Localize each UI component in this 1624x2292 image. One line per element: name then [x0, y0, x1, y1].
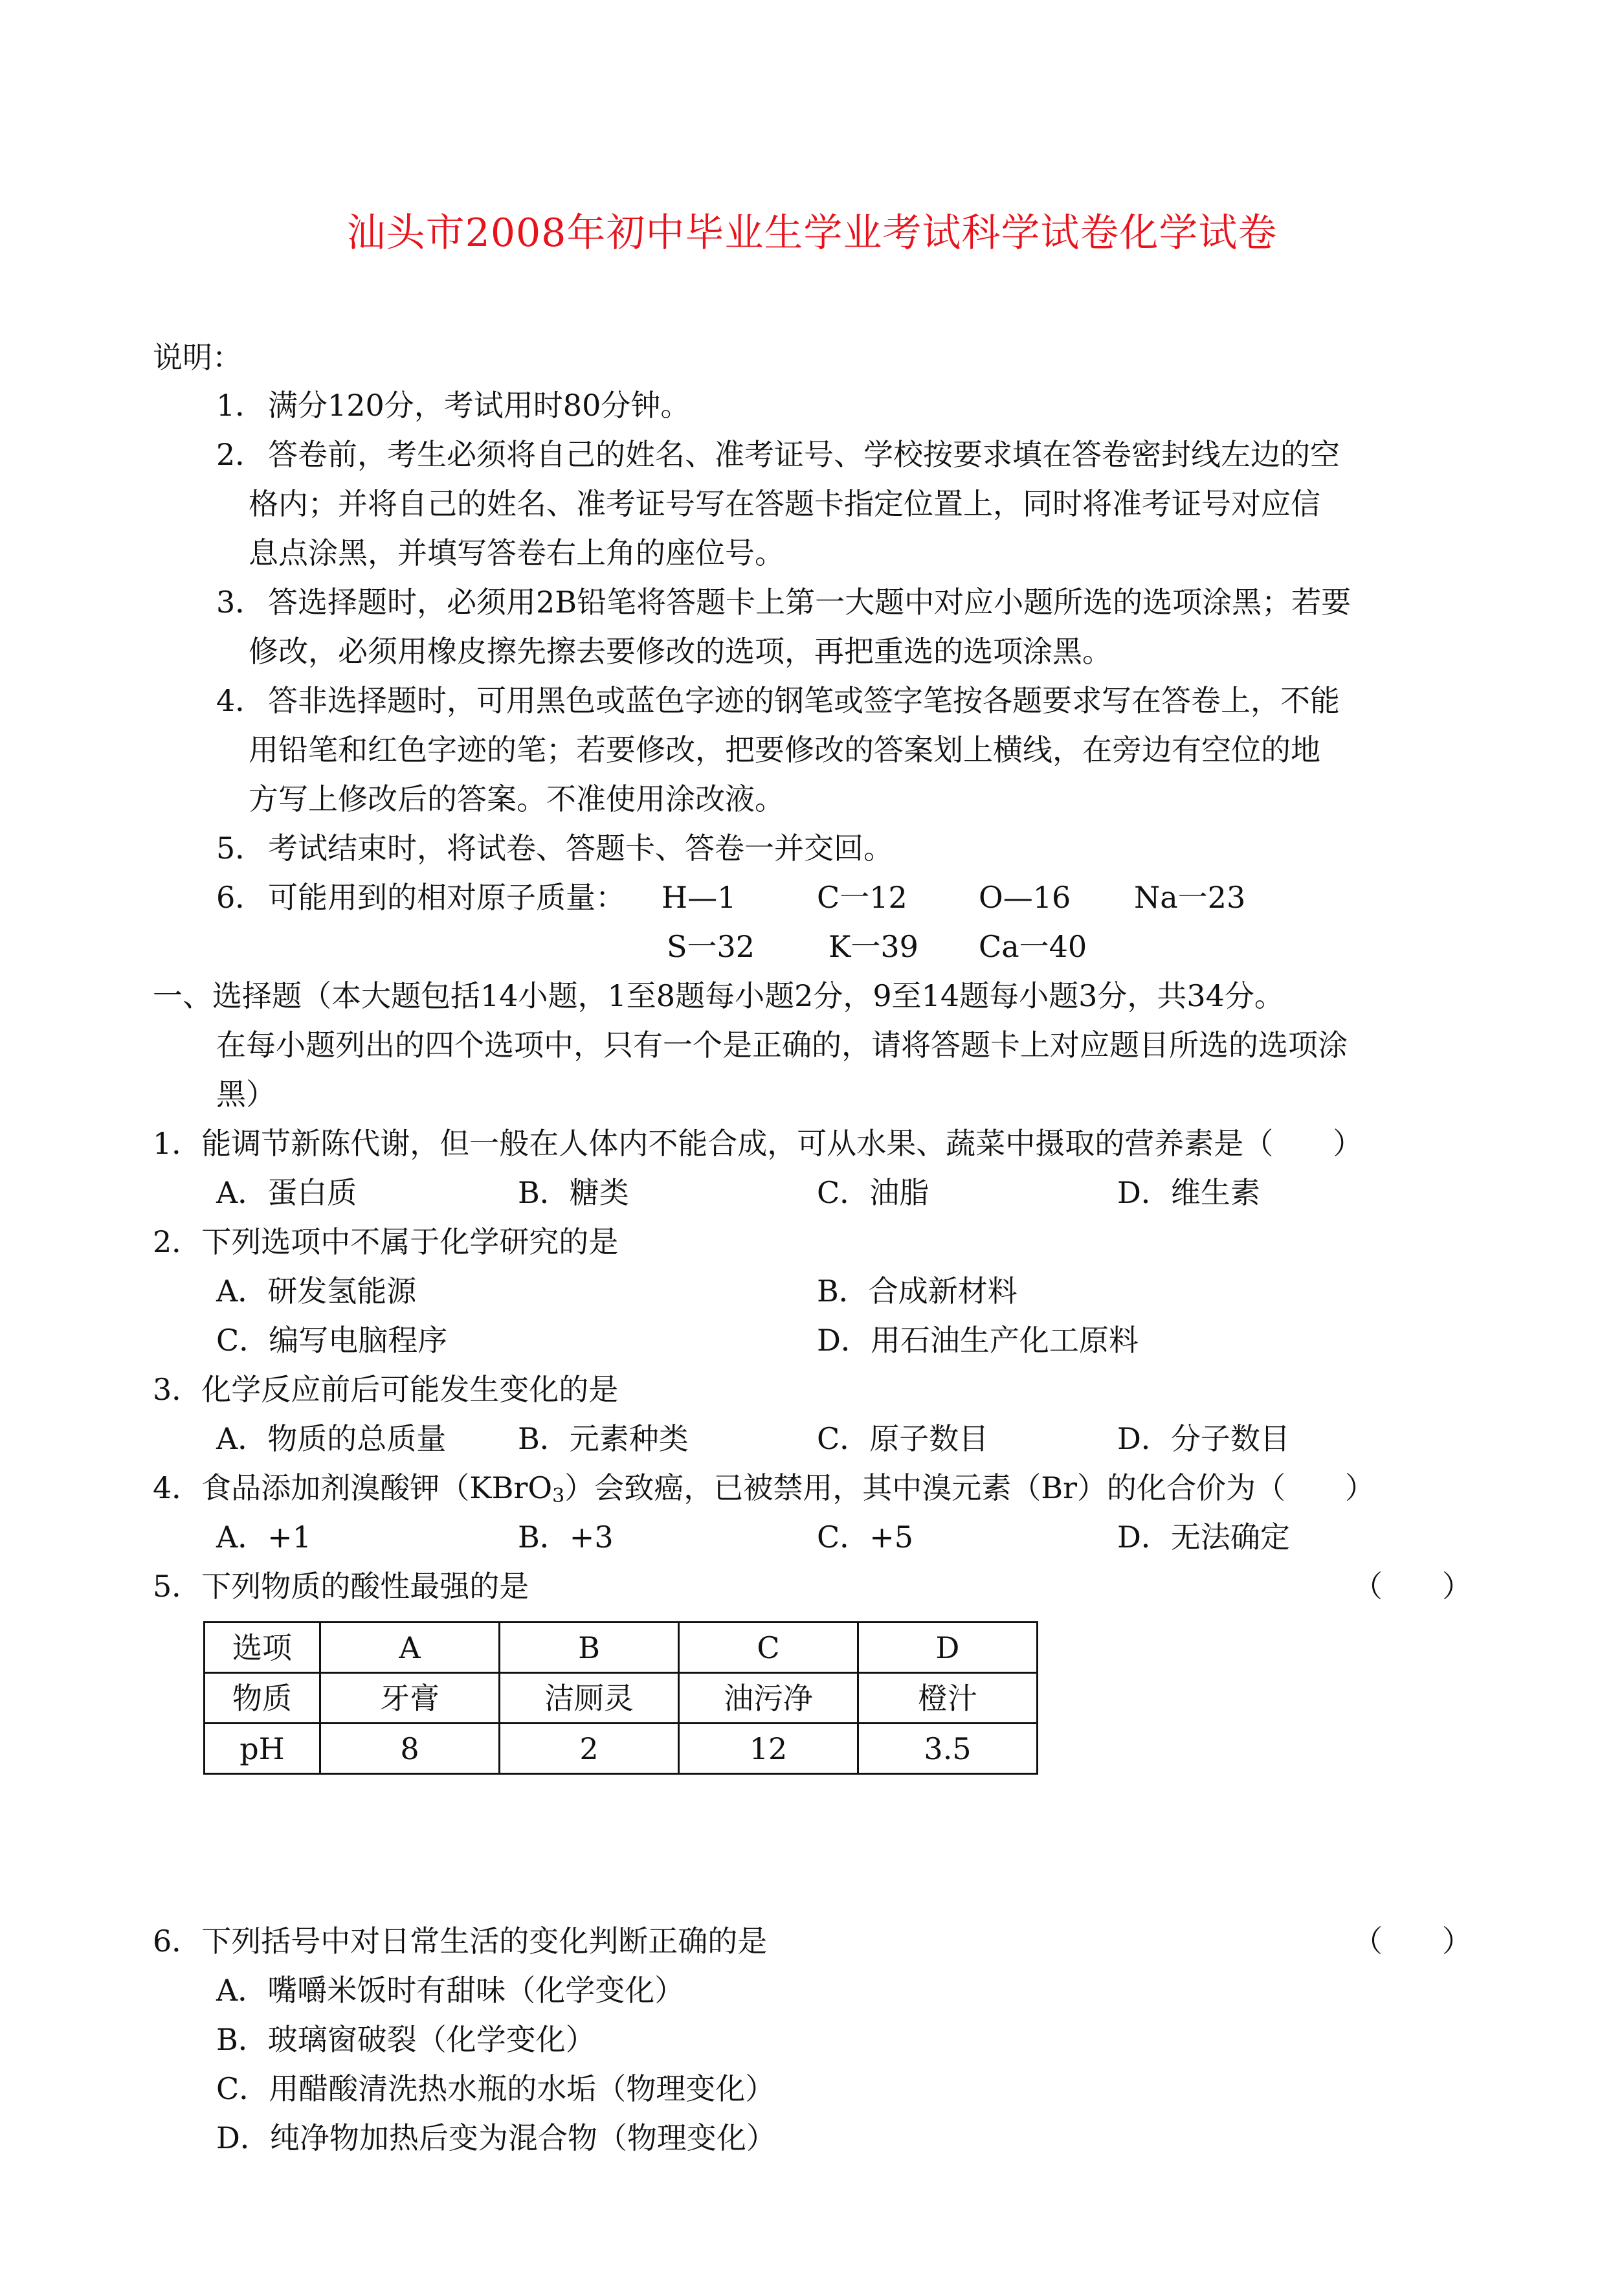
instruction-6-num: 6．: [216, 880, 265, 915]
q4-option-d: D．无法确定: [1117, 1520, 1290, 1555]
q3-option-a: A．物质的总质量: [216, 1421, 447, 1456]
q6-answer-paren: （ ）: [1353, 1924, 1472, 1959]
exam-title: 汕头市2008年初中毕业生学业考试科学试卷化学试卷: [346, 210, 1278, 256]
question-6-stem: 6．下列括号中对日常生活的变化判断正确的是: [153, 1924, 768, 1959]
atomic-mass-k: K一39: [829, 929, 918, 964]
instruction-3-line: 修改，必须用橡皮擦先擦去要修改的选项，再把重选的选项涂黑。: [249, 634, 1112, 669]
atomic-mass-ca: Ca一40: [979, 929, 1087, 964]
question-2-stem: 2．下列选项中不属于化学研究的是: [153, 1224, 619, 1259]
q5-answer-paren: （ ）: [1353, 1569, 1472, 1604]
q1-option-a: A．蛋白质: [216, 1175, 357, 1210]
table-cell: 12: [679, 1724, 858, 1774]
q4-stem-subscript: 3: [552, 1485, 565, 1507]
q5-ph-table: [203, 1621, 1038, 1775]
instructions-heading: 说明：: [153, 340, 242, 375]
instruction-2-num: 2．: [216, 437, 265, 472]
table-cell: 橙汁: [858, 1673, 1038, 1724]
instruction-5-num: 5．: [216, 831, 265, 866]
table-row: [205, 1623, 1038, 1673]
q6-option-d: D．纯净物加热后变为混合物（物理变化）: [216, 2120, 776, 2155]
table-cell: C: [679, 1623, 858, 1673]
atomic-mass-c: C一12: [817, 880, 907, 915]
q2-option-c: C．编写电脑程序: [216, 1323, 448, 1358]
section-1-heading: 一、选择题（本大题包括14小题，1至8题每小题2分，9至14题每小题3分，共34分。: [153, 978, 1284, 1013]
table-cell: A: [320, 1623, 500, 1673]
table-cell: 油污净: [679, 1673, 858, 1724]
instruction-4-line: 答非选择题时，可用黑色或蓝色字迹的钢笔或签字笔按各题要求写在答卷上，不能: [268, 683, 1340, 718]
q4-stem-after: ）会致癌，已被禁用，其中溴元素（Br）的化合价为（ ）: [564, 1470, 1375, 1505]
instruction-2-line: 答卷前，考生必须将自己的姓名、准考证号、学校按要求填在答卷密封线左边的空: [268, 437, 1340, 472]
q4-stem-before: 4．食品添加剂溴酸钾（KBrO: [153, 1470, 553, 1505]
q2-option-d: D．用石油生产化工原料: [817, 1323, 1139, 1358]
q4-option-b: B．+3: [518, 1520, 614, 1555]
instruction-2-line: 息点涂黑，并填写答卷右上角的座位号。: [249, 535, 784, 570]
atomic-mass-h: H—1: [662, 880, 737, 915]
atomic-mass-o: O—16: [979, 880, 1071, 915]
instruction-3-line: 答选择题时，必须用2B铅笔将答题卡上第一大题中对应小题所选的选项涂黑；若要: [268, 585, 1351, 620]
q1-option-b: B．糖类: [518, 1175, 629, 1210]
instruction-3-num: 3．: [216, 585, 265, 620]
q4-option-c: C．+5: [817, 1520, 914, 1555]
instruction-1-num: 1．: [216, 388, 265, 423]
atomic-mass-na: Na一23: [1134, 880, 1246, 915]
atomic-mass-s: S一32: [667, 929, 755, 964]
question-1-stem: 1．能调节新陈代谢，但一般在人体内不能合成，可从水果、蔬菜中摄取的营养素是（ ）: [153, 1126, 1363, 1161]
section-1-heading-cont: 在每小题列出的四个选项中，只有一个是正确的，请将答题卡上对应题目所选的选项涂: [216, 1028, 1348, 1062]
table-cell: 3.5: [858, 1724, 1038, 1774]
instruction-6-line: 可能用到的相对原子质量：: [268, 880, 625, 915]
instruction-4-line: 用铅笔和红色字迹的笔；若要修改，把要修改的答案划上横线，在旁边有空位的地: [249, 732, 1320, 767]
q4-option-a: A．+1: [216, 1520, 312, 1555]
q1-option-d: D．维生素: [1117, 1175, 1260, 1210]
q3-option-d: D．分子数目: [1117, 1421, 1290, 1456]
table-cell: 牙膏: [320, 1673, 500, 1724]
table-cell: 洁厕灵: [500, 1673, 679, 1724]
question-4-stem: [153, 1468, 1375, 1516]
q3-option-b: B．元素种类: [518, 1421, 689, 1456]
table-row: [205, 1673, 1038, 1724]
q1-option-c: C．油脂: [817, 1175, 929, 1210]
table-cell: 8: [320, 1724, 500, 1774]
table-cell: 物质: [205, 1673, 320, 1724]
table-cell: D: [858, 1623, 1038, 1673]
table-cell: 选项: [205, 1623, 320, 1673]
table-cell: 2: [500, 1724, 679, 1774]
q6-option-c: C．用醋酸清洗热水瓶的水垢（物理变化）: [216, 2071, 775, 2106]
q2-option-a: A．研发氢能源: [216, 1274, 417, 1309]
table-cell: pH: [205, 1724, 320, 1774]
instruction-2-line: 格内；并将自己的姓名、准考证号写在答题卡指定位置上，同时将准考证号对应信: [249, 486, 1320, 521]
section-1-heading-cont: 黑）: [216, 1077, 276, 1112]
question-5-stem: 5．下列物质的酸性最强的是: [153, 1569, 529, 1604]
q2-option-b: B．合成新材料: [817, 1274, 1018, 1309]
instruction-4-num: 4．: [216, 683, 265, 718]
instruction-4-line: 方写上修改后的答案。不准使用涂改液。: [249, 781, 784, 816]
q6-option-a: A．嘴嚼米饭时有甜味（化学变化）: [216, 1973, 685, 2008]
instruction-1-line: 满分120分，考试用时80分钟。: [268, 388, 691, 423]
q6-option-b: B．玻璃窗破裂（化学变化）: [216, 2022, 595, 2057]
question-3-stem: 3．化学反应前后可能发生变化的是: [153, 1372, 619, 1407]
table-cell: B: [500, 1623, 679, 1673]
instruction-5-line: 考试结束时，将试卷、答题卡、答卷一并交回。: [268, 831, 893, 866]
q3-option-c: C．原子数目: [817, 1421, 989, 1456]
table-row: [205, 1724, 1038, 1774]
